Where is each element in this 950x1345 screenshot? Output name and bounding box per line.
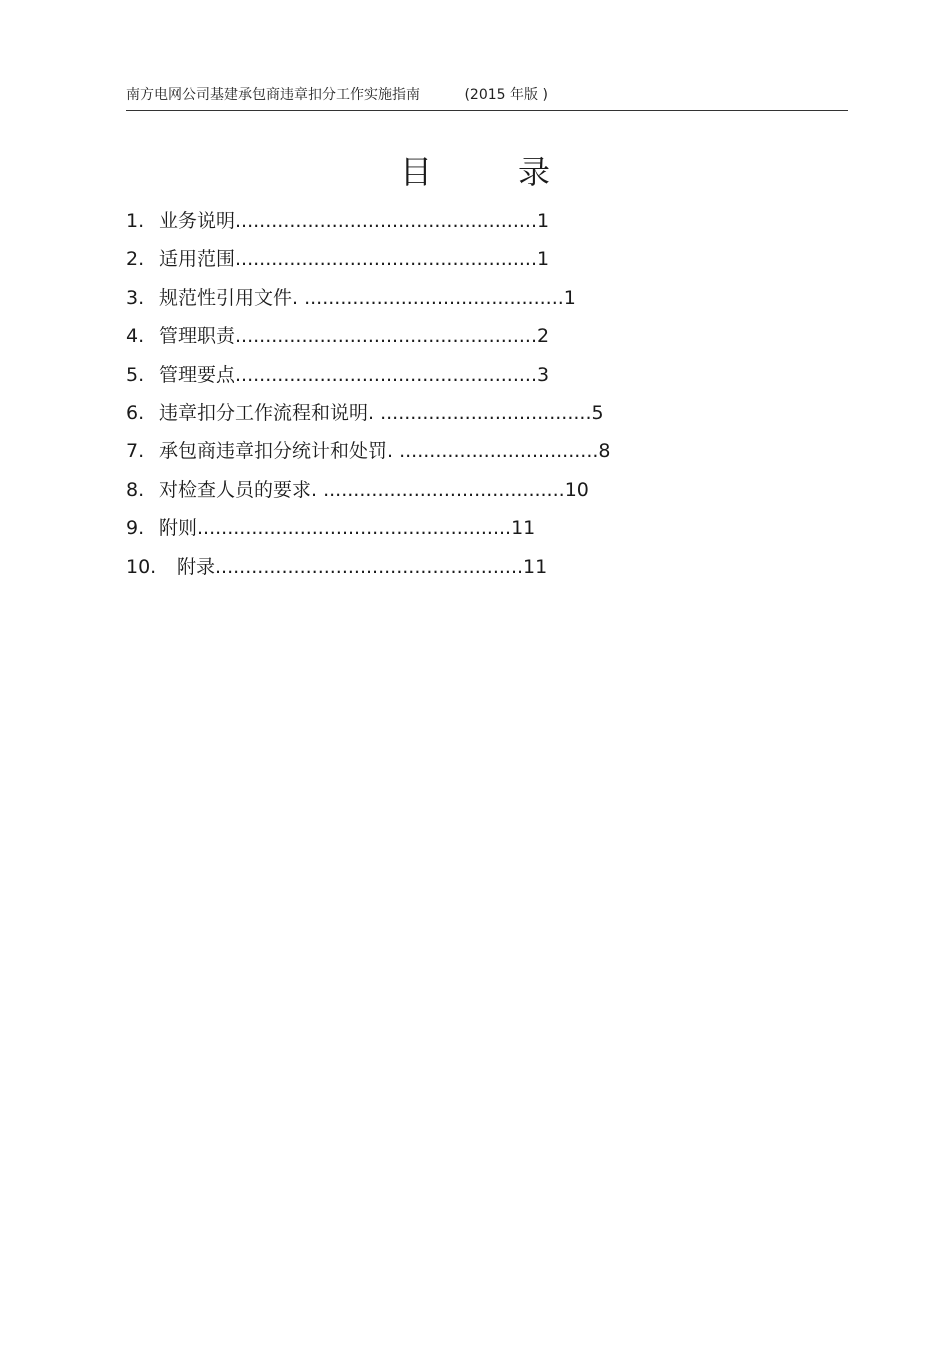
toc-leader: ..................................................: [235, 325, 537, 348]
toc-number: 6.: [126, 401, 145, 424]
toc-leader: . ...................................: [368, 401, 592, 424]
toc-page-number: 1: [537, 210, 550, 232]
toc-label: 适用范围: [159, 248, 236, 271]
toc-entry-5[interactable]: [126, 356, 726, 394]
toc-leader: ....................................................: [197, 517, 512, 540]
toc-label: 管理职责: [159, 325, 236, 348]
toc-entry-6[interactable]: [126, 394, 726, 432]
page-header: [126, 84, 848, 111]
toc-page-number: 11: [511, 517, 536, 540]
toc-leader: . .................................: [387, 440, 599, 463]
toc-entry-8[interactable]: [126, 471, 726, 509]
toc-number: 2.: [126, 248, 145, 271]
toc-leader: ..................................................: [235, 248, 537, 271]
toc-number: 10.: [126, 555, 157, 578]
toc-entry-3[interactable]: [126, 279, 726, 317]
toc-label: 管理要点: [159, 363, 236, 386]
toc-number: 7.: [126, 440, 145, 463]
toc-label: 违章扣分工作流程和说明: [159, 401, 369, 424]
edition-label: (2015 年版 ): [464, 87, 548, 103]
toc-entry-10[interactable]: [126, 548, 726, 586]
toc-number: 8.: [126, 478, 145, 501]
toc-number: 5.: [126, 363, 145, 386]
toc-label: 业务说明: [159, 210, 236, 232]
toc-entry-2[interactable]: [126, 240, 726, 278]
toc-entry-1[interactable]: [126, 202, 726, 240]
toc-label: 规范性引用文件: [159, 286, 293, 309]
toc-label: 附则: [159, 517, 198, 540]
toc-page-number: 1: [563, 286, 576, 309]
toc-page-number: 5: [591, 401, 604, 424]
document-title: 南方电网公司基建承包商违章扣分工作实施指南: [126, 87, 420, 103]
toc-leader: . ...........................................: [292, 286, 564, 309]
toc-page-number: 3: [537, 363, 550, 386]
toc-leader: ...................................................: [215, 555, 524, 578]
toc-number: 1.: [126, 210, 145, 232]
toc-label: 承包商违章扣分统计和处罚: [159, 440, 388, 463]
toc-entry-7[interactable]: [126, 432, 726, 470]
toc-number: 4.: [126, 325, 145, 348]
toc-leader: . ........................................: [311, 478, 565, 501]
toc-number: 9.: [126, 517, 145, 540]
toc-page-number: 10: [564, 478, 589, 501]
toc-label: 对检查人员的要求: [159, 478, 312, 501]
toc-number: 3.: [126, 286, 145, 309]
toc-page-number: 1: [537, 248, 550, 271]
toc-page-number: 2: [537, 325, 550, 348]
toc-entry-4[interactable]: [126, 317, 726, 355]
toc-page-number: 11: [523, 555, 548, 578]
toc-page-number: 8: [598, 440, 611, 463]
toc-label: 附录: [177, 555, 216, 578]
toc-entry-9[interactable]: [126, 509, 726, 547]
toc-heading: 目录: [399, 153, 636, 191]
toc-leader: ..................................................: [235, 363, 537, 386]
table-of-contents: [126, 202, 726, 586]
toc-leader: ..................................................: [235, 210, 537, 232]
